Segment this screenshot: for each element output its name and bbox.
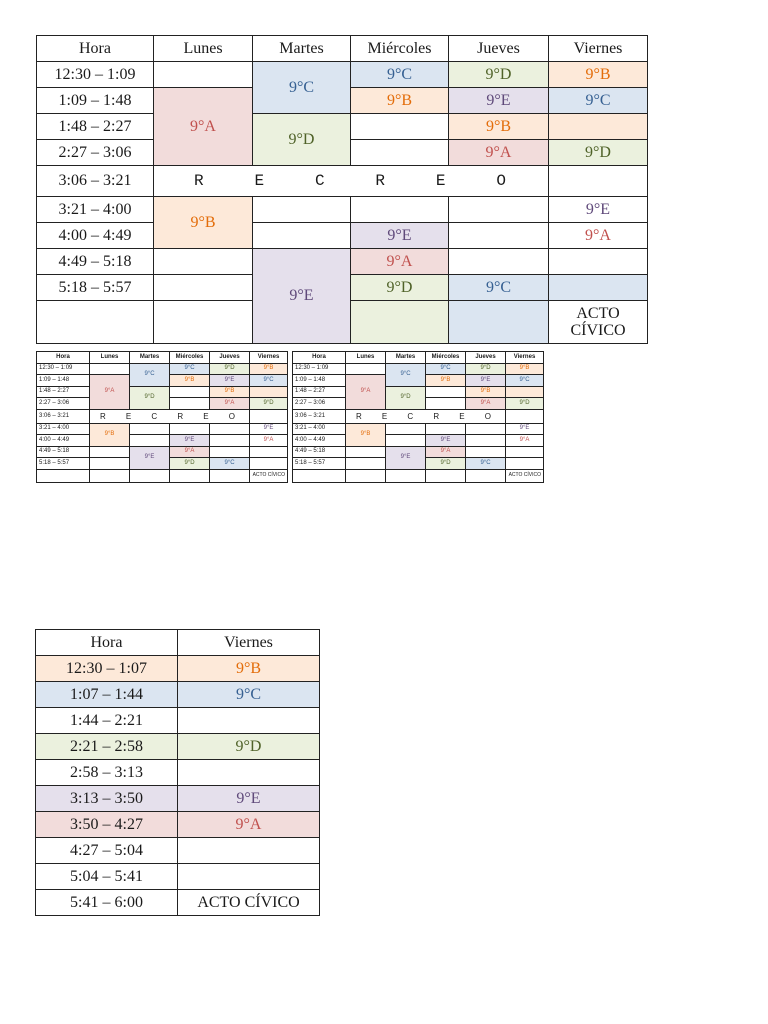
empty-cell bbox=[250, 386, 288, 398]
class-cell: 9°B bbox=[426, 375, 466, 387]
header-viernes: Viernes bbox=[250, 352, 288, 364]
empty-cell bbox=[346, 469, 386, 482]
time-cell: 1:48 – 2:27 bbox=[293, 386, 346, 398]
class-cell: 9°D bbox=[170, 458, 210, 470]
time-cell: 12:30 – 1:07 bbox=[36, 656, 178, 682]
header-martes: Martes bbox=[130, 352, 170, 364]
class-cell: 9°B bbox=[154, 197, 253, 249]
empty-cell bbox=[210, 423, 250, 435]
class-cell: 9°A bbox=[351, 249, 449, 275]
empty-cell bbox=[506, 446, 544, 458]
schedule-row bbox=[37, 223, 648, 249]
recreo-letter: R bbox=[194, 172, 204, 190]
class-cell: 9°E bbox=[549, 197, 648, 223]
friday-schedule-table bbox=[35, 629, 320, 916]
empty-cell bbox=[549, 166, 648, 197]
header-lunes: Lunes bbox=[90, 352, 130, 364]
empty-cell bbox=[506, 386, 544, 398]
header-jueves: Jueves bbox=[210, 352, 250, 364]
class-cell: 9°B bbox=[506, 363, 544, 375]
recreo-letter: E bbox=[381, 411, 388, 421]
recreo-row bbox=[37, 166, 648, 197]
recreo-letter: C bbox=[151, 411, 158, 421]
class-cell: 9°D bbox=[549, 140, 648, 166]
header-row bbox=[293, 352, 544, 364]
recreo-letter: R bbox=[356, 411, 362, 421]
class-cell: 9°C bbox=[351, 62, 449, 88]
class-cell: 9°C bbox=[178, 682, 320, 708]
class-cell: 9°C bbox=[506, 375, 544, 387]
recreo-letter: O bbox=[484, 411, 491, 421]
time-cell: 1:44 – 2:21 bbox=[36, 708, 178, 734]
time-cell: 1:09 – 1:48 bbox=[37, 375, 90, 387]
time-cell: 1:48 – 2:27 bbox=[37, 114, 154, 140]
schedule-row bbox=[293, 446, 544, 458]
class-cell: 9°E bbox=[351, 223, 449, 249]
time-cell: 1:48 – 2:27 bbox=[37, 386, 90, 398]
recreo-letter: O bbox=[228, 411, 235, 421]
class-cell: 9°C bbox=[253, 62, 351, 114]
class-cell: 9°C bbox=[250, 375, 288, 387]
time-cell: 2:58 – 3:13 bbox=[36, 760, 178, 786]
class-cell: 9°B bbox=[178, 656, 320, 682]
time-cell: 4:00 – 4:49 bbox=[37, 435, 90, 447]
empty-cell bbox=[250, 409, 288, 423]
class-cell: 9°A bbox=[426, 446, 466, 458]
header-miercoles: Miércoles bbox=[351, 36, 449, 62]
friday-row bbox=[36, 734, 320, 760]
empty-cell bbox=[90, 458, 130, 470]
empty-cell bbox=[130, 435, 170, 447]
class-cell: 9°A bbox=[346, 375, 386, 410]
class-cell: 9°C bbox=[210, 458, 250, 470]
empty-cell bbox=[426, 423, 466, 435]
empty-cell bbox=[170, 386, 210, 398]
empty-cell bbox=[90, 469, 130, 482]
class-cell: 9°B bbox=[346, 423, 386, 446]
class-cell: 9°A bbox=[466, 398, 506, 410]
schedule-row bbox=[37, 435, 288, 447]
schedule-thumbnail bbox=[36, 351, 288, 483]
time-cell: 4:49 – 5:18 bbox=[37, 446, 90, 458]
schedule-row bbox=[37, 114, 648, 140]
time-cell: 3:13 – 3:50 bbox=[36, 786, 178, 812]
recreo-letter: R bbox=[433, 411, 440, 421]
friday-row bbox=[36, 890, 320, 916]
time-cell: 2:27 – 3:06 bbox=[37, 140, 154, 166]
empty-cell bbox=[449, 249, 549, 275]
recreo-letter: E bbox=[435, 172, 446, 190]
class-cell: 9°A bbox=[170, 446, 210, 458]
empty-cell bbox=[253, 197, 351, 223]
empty-cell bbox=[506, 458, 544, 470]
empty-cell bbox=[466, 446, 506, 458]
empty-cell bbox=[90, 363, 130, 375]
class-cell: 9°E bbox=[449, 88, 549, 114]
class-cell: 9°C bbox=[466, 458, 506, 470]
time-cell: 5:18 – 5:57 bbox=[293, 458, 346, 470]
class-cell: 9°E bbox=[170, 435, 210, 447]
time-cell: 1:07 – 1:44 bbox=[36, 682, 178, 708]
empty-cell bbox=[386, 469, 426, 482]
class-cell: 9°D bbox=[253, 114, 351, 166]
empty-cell bbox=[506, 409, 544, 423]
empty-cell bbox=[386, 435, 426, 447]
class-cell: 9°D bbox=[386, 386, 426, 409]
class-cell: 9°E bbox=[250, 423, 288, 435]
empty-cell bbox=[346, 458, 386, 470]
acto-line: CÍVICO bbox=[570, 322, 626, 339]
empty-cell bbox=[449, 197, 549, 223]
class-cell: 9°D bbox=[351, 275, 449, 301]
class-cell: 9°C bbox=[449, 275, 549, 301]
empty-cell bbox=[250, 458, 288, 470]
empty-cell bbox=[210, 435, 250, 447]
class-cell: 9°D bbox=[178, 734, 320, 760]
header-miercoles: Miércoles bbox=[426, 352, 466, 364]
recreo-cell bbox=[346, 409, 506, 423]
class-cell: 9°D bbox=[466, 363, 506, 375]
class-cell: 9°E bbox=[178, 786, 320, 812]
recreo-row bbox=[293, 409, 544, 423]
class-cell: 9°B bbox=[90, 423, 130, 446]
empty-cell bbox=[130, 469, 170, 482]
recreo-letter: E bbox=[459, 411, 465, 421]
class-cell: 9°A bbox=[449, 140, 549, 166]
class-cell: 9°B bbox=[449, 114, 549, 140]
recreo-letter: E bbox=[254, 172, 265, 190]
recreo-letter: E bbox=[203, 411, 209, 421]
class-cell bbox=[178, 838, 320, 864]
empty-cell bbox=[90, 446, 130, 458]
schedule-row bbox=[37, 363, 288, 375]
class-cell: 9°D bbox=[449, 62, 549, 88]
recreo-letters bbox=[154, 172, 548, 190]
class-cell: 9°C bbox=[386, 363, 426, 386]
recreo-letter: R bbox=[375, 172, 386, 190]
class-cell bbox=[178, 760, 320, 786]
time-cell: 3:50 – 4:27 bbox=[36, 812, 178, 838]
class-cell: 9°A bbox=[250, 435, 288, 447]
schedule-row bbox=[37, 446, 288, 458]
class-cell: 9°C bbox=[426, 363, 466, 375]
header-martes: Martes bbox=[386, 352, 426, 364]
empty-cell bbox=[386, 423, 426, 435]
friday-row bbox=[36, 682, 320, 708]
header-hora: Hora bbox=[36, 630, 178, 656]
time-cell: 4:49 – 5:18 bbox=[293, 446, 346, 458]
acto-civico-cell bbox=[549, 301, 648, 344]
friday-row bbox=[36, 812, 320, 838]
class-cell: 9°B bbox=[351, 88, 449, 114]
header-viernes: Viernes bbox=[178, 630, 320, 656]
time-cell: 3:06 – 3:21 bbox=[293, 409, 346, 423]
schedule-row bbox=[37, 249, 648, 275]
schedule-row bbox=[293, 435, 544, 447]
empty-cell bbox=[154, 275, 253, 301]
recreo-letter: C bbox=[314, 172, 325, 190]
time-cell: 3:06 – 3:21 bbox=[37, 166, 154, 197]
empty-cell bbox=[466, 423, 506, 435]
class-cell: 9°E bbox=[466, 375, 506, 387]
schedule-row bbox=[293, 423, 544, 435]
empty-cell bbox=[154, 249, 253, 275]
empty-cell bbox=[449, 301, 549, 344]
class-cell: 9°B bbox=[170, 375, 210, 387]
schedule-row bbox=[37, 197, 648, 223]
time-cell: 4:00 – 4:49 bbox=[37, 223, 154, 249]
empty-cell bbox=[346, 446, 386, 458]
time-cell: 3:21 – 4:00 bbox=[293, 423, 346, 435]
empty-cell bbox=[449, 223, 549, 249]
class-cell: 9°D bbox=[130, 386, 170, 409]
empty-cell bbox=[210, 469, 250, 482]
header-row bbox=[36, 630, 320, 656]
time-cell: 3:21 – 4:00 bbox=[37, 423, 90, 435]
class-cell: 9°A bbox=[178, 812, 320, 838]
class-cell: 9°C bbox=[549, 88, 648, 114]
empty-cell bbox=[426, 469, 466, 482]
class-cell: 9°E bbox=[130, 446, 170, 469]
class-cell: 9°E bbox=[426, 435, 466, 447]
acto-civico-cell: ACTO CÍVICO bbox=[178, 890, 320, 916]
empty-cell bbox=[170, 469, 210, 482]
time-cell: 5:18 – 5:57 bbox=[37, 458, 90, 470]
class-cell: 9°A bbox=[549, 223, 648, 249]
empty-cell bbox=[351, 197, 449, 223]
time-cell: 4:49 – 5:18 bbox=[37, 249, 154, 275]
empty-cell bbox=[154, 62, 253, 88]
header-martes: Martes bbox=[253, 36, 351, 62]
empty-cell bbox=[170, 398, 210, 410]
empty-cell bbox=[37, 469, 90, 482]
time-cell bbox=[37, 301, 154, 344]
empty-cell bbox=[346, 363, 386, 375]
acto-row bbox=[37, 469, 288, 482]
class-cell: 9°E bbox=[506, 423, 544, 435]
header-lunes: Lunes bbox=[154, 36, 253, 62]
friday-row bbox=[36, 786, 320, 812]
time-cell: 1:09 – 1:48 bbox=[293, 375, 346, 387]
class-cell: 9°B bbox=[466, 386, 506, 398]
class-cell: 9°A bbox=[506, 435, 544, 447]
recreo-letter: O bbox=[496, 172, 506, 190]
time-cell: 4:27 – 5:04 bbox=[36, 838, 178, 864]
time-cell: 12:30 – 1:09 bbox=[37, 363, 90, 375]
class-cell: 9°D bbox=[210, 363, 250, 375]
acto-civico-cell: ACTO CÍVICO bbox=[506, 469, 544, 482]
class-cell: 9°D bbox=[250, 398, 288, 410]
schedule-row bbox=[37, 423, 288, 435]
time-cell: 5:18 – 5:57 bbox=[37, 275, 154, 301]
recreo-cell bbox=[154, 166, 549, 197]
class-cell bbox=[178, 864, 320, 890]
class-cell: 9°E bbox=[386, 446, 426, 469]
acto-line: ACTO bbox=[576, 305, 620, 322]
recreo-letters bbox=[90, 412, 249, 421]
schedule-row bbox=[37, 386, 288, 398]
recreo-letter: C bbox=[407, 411, 414, 421]
class-cell: 9°A bbox=[154, 88, 253, 166]
friday-row bbox=[36, 760, 320, 786]
class-cell: 9°D bbox=[506, 398, 544, 410]
header-hora: Hora bbox=[293, 352, 346, 364]
empty-cell bbox=[253, 223, 351, 249]
empty-cell bbox=[351, 140, 449, 166]
class-cell: 9°B bbox=[210, 386, 250, 398]
time-cell: 2:27 – 3:06 bbox=[293, 398, 346, 410]
acto-row bbox=[293, 469, 544, 482]
empty-cell bbox=[210, 446, 250, 458]
time-cell: 12:30 – 1:09 bbox=[37, 62, 154, 88]
header-jueves: Jueves bbox=[466, 352, 506, 364]
time-cell: 1:09 – 1:48 bbox=[37, 88, 154, 114]
header-viernes: Viernes bbox=[549, 36, 648, 62]
class-cell: 9°C bbox=[170, 363, 210, 375]
recreo-letter: R bbox=[177, 411, 184, 421]
empty-cell bbox=[549, 249, 648, 275]
class-cell: 9°C bbox=[130, 363, 170, 386]
class-cell: 9°B bbox=[250, 363, 288, 375]
empty-cell bbox=[351, 301, 449, 344]
schedule-row bbox=[37, 62, 648, 88]
empty-cell bbox=[170, 423, 210, 435]
header-lunes: Lunes bbox=[346, 352, 386, 364]
friday-row bbox=[36, 656, 320, 682]
empty-cell bbox=[549, 114, 648, 140]
time-cell: 2:21 – 2:58 bbox=[36, 734, 178, 760]
header-hora: Hora bbox=[37, 352, 90, 364]
empty-cell bbox=[466, 435, 506, 447]
friday-row bbox=[36, 838, 320, 864]
friday-row bbox=[36, 708, 320, 734]
class-cell: 9°B bbox=[549, 62, 648, 88]
recreo-letter: R bbox=[100, 411, 106, 421]
empty-cell bbox=[466, 469, 506, 482]
schedule-row bbox=[293, 363, 544, 375]
class-cell bbox=[178, 708, 320, 734]
time-cell: 5:04 – 5:41 bbox=[36, 864, 178, 890]
header-row bbox=[37, 36, 648, 62]
header-jueves: Jueves bbox=[449, 36, 549, 62]
empty-cell bbox=[154, 301, 253, 344]
empty-cell bbox=[426, 398, 466, 410]
recreo-letters bbox=[346, 412, 505, 421]
empty-cell bbox=[250, 446, 288, 458]
empty-cell bbox=[130, 423, 170, 435]
empty-cell bbox=[426, 386, 466, 398]
class-cell: 9°E bbox=[253, 249, 351, 344]
header-viernes: Viernes bbox=[506, 352, 544, 364]
header-miercoles: Miércoles bbox=[170, 352, 210, 364]
time-cell: 12:30 – 1:09 bbox=[293, 363, 346, 375]
empty-cell bbox=[351, 114, 449, 140]
class-cell: 9°E bbox=[210, 375, 250, 387]
class-cell: 9°D bbox=[426, 458, 466, 470]
time-cell: 4:00 – 4:49 bbox=[293, 435, 346, 447]
time-cell: 2:27 – 3:06 bbox=[37, 398, 90, 410]
time-cell: 3:06 – 3:21 bbox=[37, 409, 90, 423]
empty-cell bbox=[549, 275, 648, 301]
acto-civico-cell: ACTO CÍVICO bbox=[250, 469, 288, 482]
header-row bbox=[37, 352, 288, 364]
recreo-letter: E bbox=[125, 411, 132, 421]
recreo-row bbox=[37, 409, 288, 423]
recreo-cell bbox=[90, 409, 250, 423]
class-cell: 9°A bbox=[90, 375, 130, 410]
class-cell: 9°A bbox=[210, 398, 250, 410]
friday-row bbox=[36, 864, 320, 890]
main-schedule-table bbox=[36, 35, 648, 344]
time-cell: 3:21 – 4:00 bbox=[37, 197, 154, 223]
empty-cell bbox=[293, 469, 346, 482]
header-hora: Hora bbox=[37, 36, 154, 62]
schedule-thumbnail bbox=[292, 351, 544, 483]
time-cell: 5:41 – 6:00 bbox=[36, 890, 178, 916]
schedule-row bbox=[293, 386, 544, 398]
